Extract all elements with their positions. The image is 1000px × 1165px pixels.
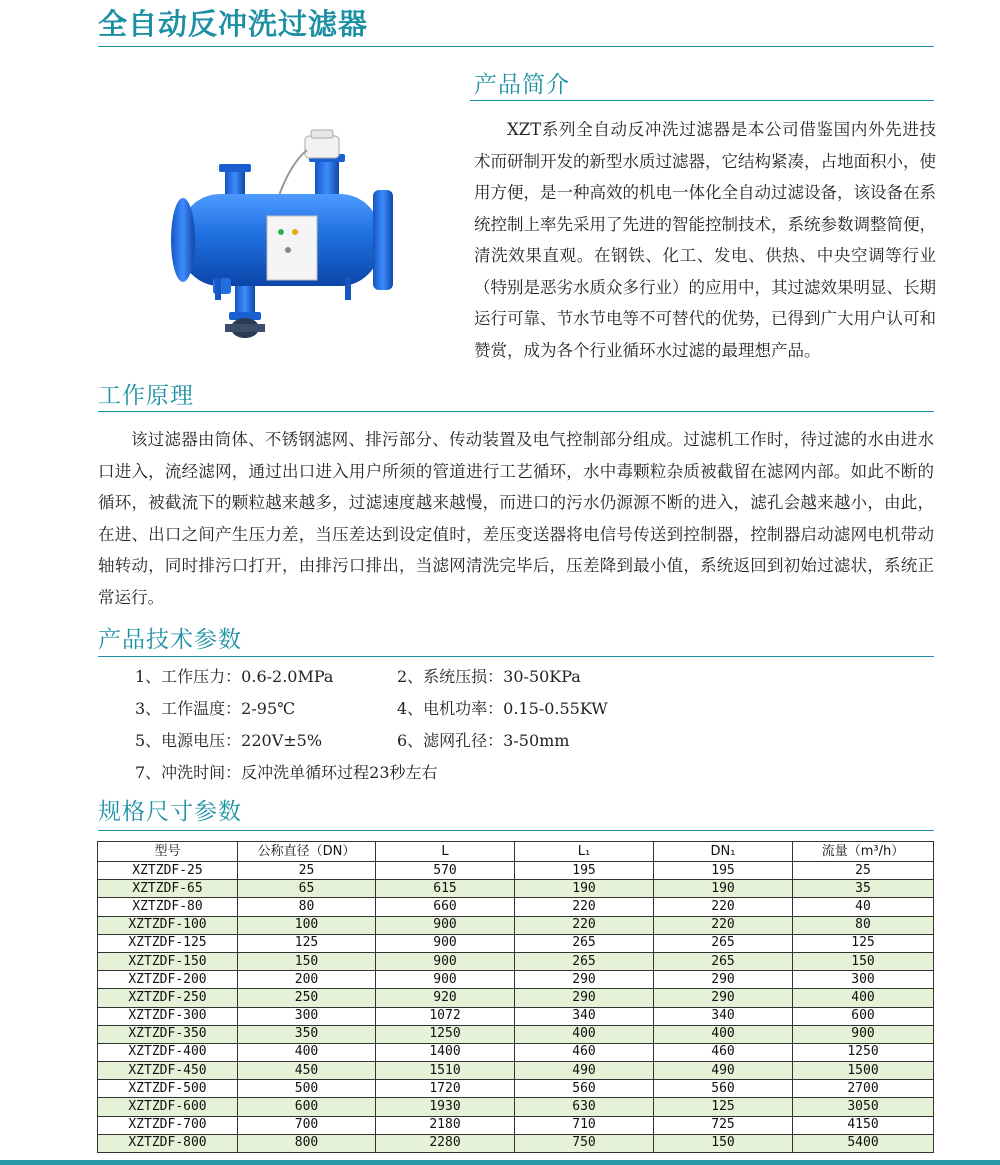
table-cell: 900 bbox=[376, 952, 515, 970]
table-cell: 35 bbox=[793, 880, 934, 898]
table-cell: 710 bbox=[515, 1116, 654, 1134]
table-cell: 290 bbox=[654, 989, 793, 1007]
param-working-pressure: 1、工作压力：0.6-2.0MPa bbox=[135, 667, 334, 686]
table-row bbox=[98, 916, 934, 934]
table-cell: 290 bbox=[515, 989, 654, 1007]
table-cell: 340 bbox=[654, 1007, 793, 1025]
table-cell: XZTZDF-400 bbox=[98, 1043, 238, 1061]
table-cell: XZTZDF-25 bbox=[98, 862, 238, 880]
table-row bbox=[98, 1062, 934, 1080]
param-row bbox=[135, 661, 835, 693]
table-cell: 265 bbox=[654, 934, 793, 952]
table-cell: 100 bbox=[238, 916, 376, 934]
table-cell: 220 bbox=[654, 916, 793, 934]
tech-heading: 产品技术参数 bbox=[98, 627, 242, 653]
table-cell: 220 bbox=[515, 916, 654, 934]
table-cell: 265 bbox=[515, 934, 654, 952]
col-dn-1: DN₁ bbox=[654, 842, 793, 862]
table-cell: XZTZDF-500 bbox=[98, 1080, 238, 1098]
param-flush-time: 7、冲洗时间：反冲洗单循环过程23秒左右 bbox=[135, 763, 438, 782]
table-cell: 150 bbox=[793, 952, 934, 970]
table-row bbox=[98, 898, 934, 916]
table-cell: 900 bbox=[793, 1025, 934, 1043]
table-cell: 220 bbox=[654, 898, 793, 916]
bottom-accent-bar bbox=[0, 1160, 1000, 1165]
table-cell: 80 bbox=[238, 898, 376, 916]
table-cell: 195 bbox=[515, 862, 654, 880]
table-cell: 265 bbox=[654, 952, 793, 970]
param-working-temperature: 3、工作温度：2-95℃ bbox=[135, 699, 296, 718]
table-cell: 1500 bbox=[793, 1062, 934, 1080]
table-row bbox=[98, 989, 934, 1007]
table-cell: 750 bbox=[515, 1134, 654, 1152]
spec-table bbox=[97, 841, 934, 1153]
table-cell: 300 bbox=[238, 1007, 376, 1025]
table-cell: 400 bbox=[238, 1043, 376, 1061]
table-cell: 600 bbox=[793, 1007, 934, 1025]
table-cell: 150 bbox=[238, 952, 376, 970]
table-cell: 2180 bbox=[376, 1116, 515, 1134]
table-cell: 290 bbox=[515, 971, 654, 989]
table-cell: 630 bbox=[515, 1098, 654, 1116]
table-cell: 560 bbox=[654, 1080, 793, 1098]
table-cell: XZTZDF-450 bbox=[98, 1062, 238, 1080]
table-row bbox=[98, 862, 934, 880]
table-row bbox=[98, 1043, 934, 1061]
table-cell: 2280 bbox=[376, 1134, 515, 1152]
table-row bbox=[98, 1098, 934, 1116]
col-length-1: L₁ bbox=[515, 842, 654, 862]
intro-heading: 产品简介 bbox=[474, 72, 570, 98]
page-title: 全自动反冲洗过滤器 bbox=[98, 7, 369, 41]
table-cell: 725 bbox=[654, 1116, 793, 1134]
principle-paragraph: 该过滤器由筒体、不锈钢滤网、排污部分、传动装置及电气控制部分组成。过滤机工作时，待过滤的水由进水口进入，流经滤网，通过出口进入用户所须的管道进行工艺循环，水中毒颗粒杂质被截留在滤网内部。如此不断的循环，被截流下的颗粒越来越多，过滤速度越来越慢，而进口的污水仍源源不断的进入，滤孔会越来越小，由此，在进、出口之间产生压力差，当压差达到设定值时，差压变送器将电信号传送到控制器，控制器启动滤网电机带动轴转动，同时排污口打开，由排污口排出，当滤网清洗完毕后，压差降到最小值，系统返回到初始过滤状，系统正常运行。 bbox=[98, 430, 934, 607]
table-cell: 3050 bbox=[793, 1098, 934, 1116]
table-cell: XZTZDF-200 bbox=[98, 971, 238, 989]
table-cell: 1250 bbox=[376, 1025, 515, 1043]
table-cell: 1250 bbox=[793, 1043, 934, 1061]
table-cell: 800 bbox=[238, 1134, 376, 1152]
table-cell: 400 bbox=[654, 1025, 793, 1043]
table-cell: 560 bbox=[515, 1080, 654, 1098]
table-cell: XZTZDF-150 bbox=[98, 952, 238, 970]
table-row bbox=[98, 880, 934, 898]
table-cell: 460 bbox=[515, 1043, 654, 1061]
table-cell: 1510 bbox=[376, 1062, 515, 1080]
table-cell: 500 bbox=[238, 1080, 376, 1098]
table-cell: XZTZDF-80 bbox=[98, 898, 238, 916]
intro-divider bbox=[470, 100, 934, 101]
table-row bbox=[98, 1025, 934, 1043]
table-cell: XZTZDF-600 bbox=[98, 1098, 238, 1116]
table-cell: 600 bbox=[238, 1098, 376, 1116]
table-row bbox=[98, 1134, 934, 1152]
col-flow-rate: 流量（m³/h） bbox=[793, 842, 934, 862]
spec-header-row bbox=[98, 842, 934, 862]
table-cell: 900 bbox=[376, 934, 515, 952]
table-cell: 4150 bbox=[793, 1116, 934, 1134]
table-cell: 300 bbox=[793, 971, 934, 989]
table-row bbox=[98, 1080, 934, 1098]
table-cell: 350 bbox=[238, 1025, 376, 1043]
table-cell: 200 bbox=[238, 971, 376, 989]
table-cell: 150 bbox=[654, 1134, 793, 1152]
table-cell: 400 bbox=[793, 989, 934, 1007]
table-row bbox=[98, 971, 934, 989]
table-row bbox=[98, 934, 934, 952]
table-cell: 5400 bbox=[793, 1134, 934, 1152]
table-cell: 340 bbox=[515, 1007, 654, 1025]
table-cell: 220 bbox=[515, 898, 654, 916]
param-system-pressure-loss: 2、系统压损：30-50KPa bbox=[397, 667, 581, 686]
table-cell: XZTZDF-250 bbox=[98, 989, 238, 1007]
table-cell: 2700 bbox=[793, 1080, 934, 1098]
param-mesh-aperture: 6、滤网孔径：3-50mm bbox=[397, 731, 570, 750]
table-cell: 40 bbox=[793, 898, 934, 916]
intro-paragraph: XZT系列全自动反冲洗过滤器是本公司借鉴国内外先进技术而研制开发的新型水质过滤器，它结构紧凑，占地面积小，使用方便，是一种高效的机电一体化全自动过滤设备，该设备在系统控制上率先采用了先进的智能控制技术，系统参数调整简便，清洗效果直观。在钢铁、化工、发电、供热、中央空调等行业（特别是恶劣水质众多行业）的应用中，其过滤效果明显、长期运行可靠、节水节电等不可替代的优势，已得到广大用户认可和赞赏，成为各个行业循环水过滤的最理想产品。 bbox=[474, 120, 936, 360]
col-model: 型号 bbox=[98, 842, 238, 862]
table-cell: 125 bbox=[654, 1098, 793, 1116]
table-cell: 125 bbox=[793, 934, 934, 952]
table-cell: 920 bbox=[376, 989, 515, 1007]
table-row bbox=[98, 952, 934, 970]
table-cell: 25 bbox=[793, 862, 934, 880]
table-cell: 25 bbox=[238, 862, 376, 880]
table-cell: XZTZDF-300 bbox=[98, 1007, 238, 1025]
table-cell: 1720 bbox=[376, 1080, 515, 1098]
principle-heading: 工作原理 bbox=[98, 383, 194, 409]
table-cell: 900 bbox=[376, 916, 515, 934]
table-cell: 125 bbox=[238, 934, 376, 952]
table-cell: 900 bbox=[376, 971, 515, 989]
param-row bbox=[135, 693, 835, 725]
table-cell: 490 bbox=[515, 1062, 654, 1080]
table-cell: XZTZDF-800 bbox=[98, 1134, 238, 1152]
table-cell: XZTZDF-100 bbox=[98, 916, 238, 934]
col-length: L bbox=[376, 842, 515, 862]
table-cell: 1400 bbox=[376, 1043, 515, 1061]
tech-divider bbox=[98, 656, 934, 657]
tech-params-list bbox=[135, 661, 835, 789]
param-row bbox=[135, 725, 835, 757]
table-cell: XZTZDF-700 bbox=[98, 1116, 238, 1134]
table-cell: 1930 bbox=[376, 1098, 515, 1116]
table-row bbox=[98, 1116, 934, 1134]
table-cell: 290 bbox=[654, 971, 793, 989]
table-cell: XZTZDF-125 bbox=[98, 934, 238, 952]
table-cell: 450 bbox=[238, 1062, 376, 1080]
table-cell: XZTZDF-350 bbox=[98, 1025, 238, 1043]
table-cell: 615 bbox=[376, 880, 515, 898]
table-cell: 570 bbox=[376, 862, 515, 880]
table-row bbox=[98, 1007, 934, 1025]
spec-divider bbox=[98, 830, 934, 831]
table-cell: 195 bbox=[654, 862, 793, 880]
spec-heading: 规格尺寸参数 bbox=[98, 799, 242, 825]
table-cell: 660 bbox=[376, 898, 515, 916]
table-cell: 190 bbox=[654, 880, 793, 898]
table-cell: 190 bbox=[515, 880, 654, 898]
table-cell: 460 bbox=[654, 1043, 793, 1061]
table-cell: 490 bbox=[654, 1062, 793, 1080]
table-cell: 80 bbox=[793, 916, 934, 934]
filter-machine-illustration bbox=[155, 128, 415, 348]
title-divider bbox=[98, 46, 934, 47]
table-cell: XZTZDF-65 bbox=[98, 880, 238, 898]
table-cell: 1072 bbox=[376, 1007, 515, 1025]
principle-divider bbox=[98, 411, 934, 412]
param-motor-power: 4、电机功率：0.15-0.55KW bbox=[397, 699, 608, 718]
col-nominal-diameter: 公称直径（DN） bbox=[238, 842, 376, 862]
table-cell: 400 bbox=[515, 1025, 654, 1043]
table-cell: 265 bbox=[515, 952, 654, 970]
param-row bbox=[135, 757, 835, 789]
table-cell: 700 bbox=[238, 1116, 376, 1134]
table-cell: 250 bbox=[238, 989, 376, 1007]
param-supply-voltage: 5、电源电压：220V±5% bbox=[135, 731, 323, 750]
table-cell: 65 bbox=[238, 880, 376, 898]
